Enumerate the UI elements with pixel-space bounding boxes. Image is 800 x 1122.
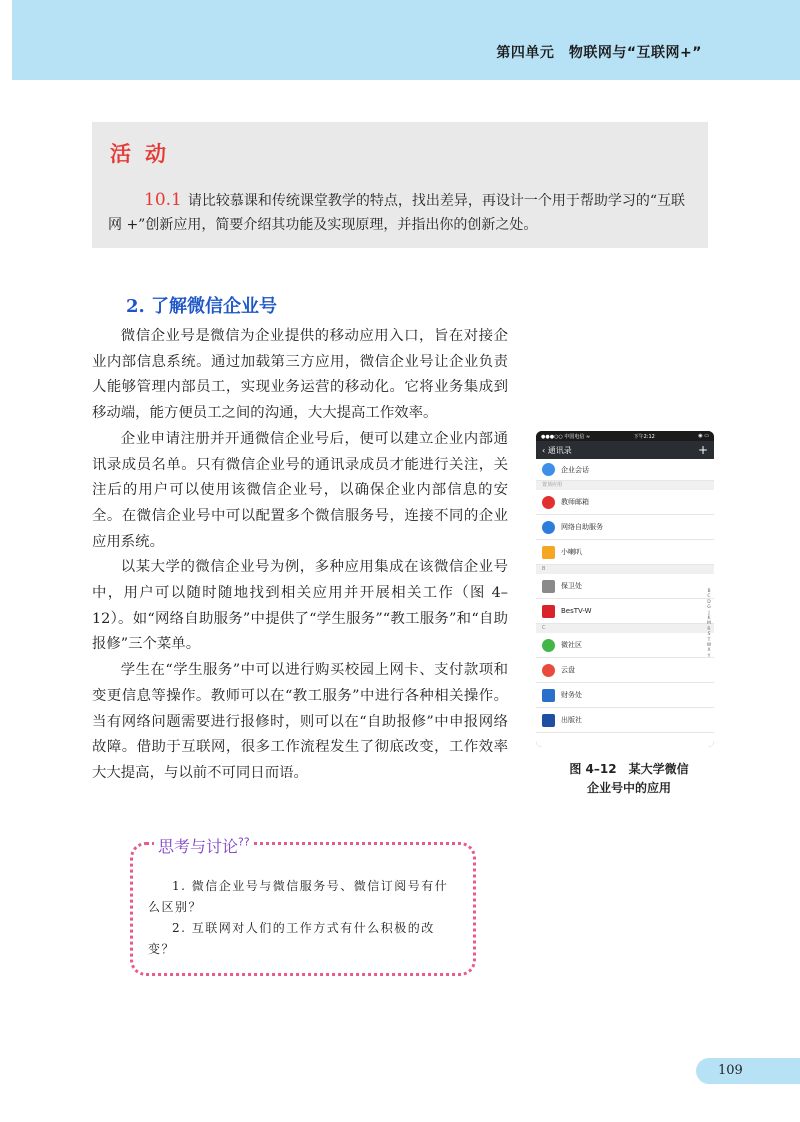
list-item[interactable] [536,540,714,565]
item-label: 小喇叭 [561,548,582,556]
list-item[interactable] [536,490,714,515]
list-item[interactable] [536,683,714,708]
figure-caption [540,760,718,798]
paragraph: 企业申请注册并开通微信企业号后，便可以建立企业内部通讯录成员名单。只有微信企业号的通讯录成员才能进行关注，关注后的用户可以使用该微信企业号，以确保企业内部信息的安全。在微信企业号中可以配置多个微信服务号，连接不同的企业应用系统。 [92,430,508,550]
unit-title: 第四单元 物联网与“互联网+” [496,45,702,61]
alphabet-letter[interactable]: T [707,637,711,643]
speaker-icon [542,546,555,559]
battery-icon: ◉ ▭ [698,433,709,439]
community-icon [542,639,555,652]
list-item[interactable] [536,708,714,733]
page-number-tab [696,1058,800,1084]
item-label: 保卫处 [561,582,582,590]
alphabet-letter[interactable]: Y [707,653,711,659]
security-icon [542,580,555,593]
section-letter: B [536,565,714,574]
add-button[interactable]: + [697,443,708,457]
question-marks: ?? [238,835,250,849]
paragraph: 以某大学的微信企业号为例，多种应用集成在该微信企业号中，用户可以随时随地找到相关应用并开展相关工作（图 4–12）。如“网络自助服务”中提供了“学生服务”“教工服务”和“自助报修”三个菜单。 [92,559,508,653]
paragraph: 学生在“学生服务”中可以进行购买校园上网卡、支付款项和变更信息等操作。教师可以在“教工服务”中进行各种相关操作。当有网络问题需要进行报修时，则可以在“自助报修”中申报网络故障。借助于互联网，很多工作流程发生了彻底改变，工作效率大大提高，与以前不可同日而语。 [92,662,508,781]
alphabet-letter[interactable]: B [707,589,711,594]
list-item[interactable] [536,658,714,683]
activity-number: 10.1 [144,190,182,210]
alphabet-letter[interactable]: K [707,616,711,622]
tv-icon [542,605,555,618]
list-item[interactable] [536,633,714,658]
discussion-title: 思考与讨论?? [154,834,254,857]
cloud-icon [542,664,555,677]
alphabet-letter[interactable]: X [707,648,711,654]
body-text [92,324,508,787]
mail-icon [542,496,555,509]
phone-screenshot [536,431,714,747]
paragraph: 微信企业号是微信为企业提供的移动应用入口，旨在对接企业内部信息系统。通过加载第三方应用，微信企业号让企业负责人能够管理内部员工，实现业务运营的移动化。它将业务集成到移动端，能方便员工之间的沟通，大大提高工作效率。 [92,328,508,422]
alphabet-letter[interactable]: J [708,610,710,616]
section-heading: 2. 了解微信企业号 [126,296,278,317]
alphabet-index[interactable] [706,589,712,659]
chat-icon [542,463,555,476]
item-label: 网络自助服务 [561,523,603,531]
back-button[interactable]: ‹ 通讯录 [542,445,572,455]
list-item[interactable] [536,459,714,481]
alphabet-letter[interactable]: R [707,626,711,632]
activity-text [108,188,694,237]
discussion-questions [148,876,452,960]
group-header: 置顶应用 [536,481,714,490]
header-banner [12,0,800,80]
alphabet-letter[interactable]: G [707,605,711,611]
item-label: 出版社 [561,716,582,724]
phone-status-bar [536,431,714,441]
caption-line: 图 4–12 某大学微信 [569,762,689,776]
item-label: 企业会话 [561,465,589,474]
alphabet-letter[interactable]: S [707,632,711,638]
activity-title: 活动 [110,142,180,166]
activity-box [92,122,708,248]
question-item: 1. 微信企业号与微信服务号、微信订阅号有什么区别？ [148,879,449,914]
item-label: 云盘 [561,666,575,674]
alphabet-letter[interactable]: C [707,594,711,600]
globe-icon [542,521,555,534]
item-label: 教师邮箱 [561,498,589,506]
caption-line: 企业号中的应用 [586,781,671,795]
clock-label: 下午2:12 [633,433,655,440]
list-item[interactable] [536,574,714,599]
list-item[interactable] [536,515,714,540]
list-item[interactable] [536,599,714,627]
contact-list [536,459,714,747]
alphabet-letter[interactable]: D [707,599,711,605]
section-letter: C [536,624,714,633]
phone-nav-bar [536,441,714,459]
activity-body: 请比较慕课和传统课堂教学的特点，找出差异，再设计一个用于帮助学习的“互联网 +”创新应用，简要介绍其功能及实现原理，并指出你的创新之处。 [108,193,686,233]
carrier-label: ●●●○○ 中国电信 ≈ [541,433,591,440]
item-label: BesTV-W [561,607,592,615]
item-label: 财务处 [561,691,582,699]
item-label: 微社区 [561,641,582,649]
publisher-icon [542,714,555,727]
question-item: 2. 互联网对人们的工作方式有什么积极的改变？ [148,921,435,956]
finance-icon [542,689,555,702]
alphabet-letter[interactable]: W [706,643,712,649]
alphabet-letter[interactable]: M [707,621,711,627]
page-number: 109 [718,1063,743,1078]
